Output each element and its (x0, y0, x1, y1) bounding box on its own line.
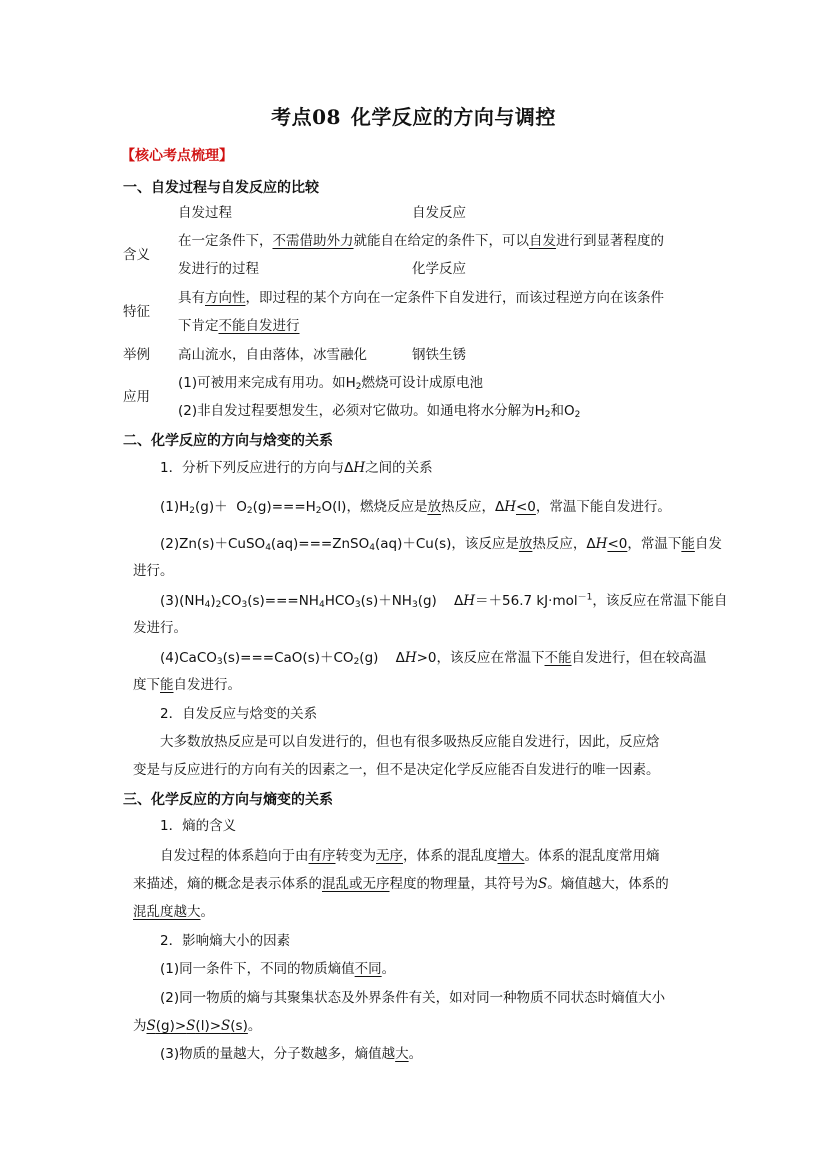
example-reaction: 钢铁生锈 (412, 347, 466, 363)
use-label: 应用 (123, 389, 150, 405)
entropy-line-1: 自发过程的体系趋向于由有序转变为无序，体系的混乱度增大。体系的混乱度常用熵 (160, 848, 660, 864)
col-reaction: 自发反应 (412, 205, 466, 221)
reaction-4-cont: 度下能自发进行。 (133, 677, 241, 693)
title-text: 化学反应的方向与调控 (350, 105, 556, 129)
meaning-process-2: 发进行的过程 (178, 261, 259, 277)
s2-sub1: 1．分析下列反应进行的方向与ΔH之间的关系 (160, 460, 433, 476)
reaction-1: $(1)H_2(g)+ O_2(g)===H_2O(l)$，燃烧反应是放热反应，ΔH<0，常温下能自发进行。 (160, 499, 671, 516)
s3-heading: 三、化学反应的方向与熵变的关系 (123, 792, 333, 808)
factor-2: (2)同一物质的熵与其聚集状态及外界条件有关，如对同一种物质不同状态时熵值大小 (160, 990, 666, 1006)
s2-heading: 二、化学反应的方向与焓变的关系 (123, 433, 333, 449)
feature-line-2: 下肯定不能自发进行 (178, 318, 300, 334)
section-label: 【核心考点梳理】 (121, 148, 233, 164)
reaction-3-cont: 发进行。 (133, 620, 187, 636)
entropy-line-3: 混乱度越大。 (133, 904, 214, 920)
feature-line-1: 具有方向性，即过程的某个方向在一定条件下自发进行，而该过程逆方向在该条件 (178, 290, 664, 306)
reaction-2-cont: 进行。 (133, 563, 174, 579)
factor-1: (1)同一条件下，不同的物质熵值不同。 (160, 961, 396, 977)
example-label: 举例 (123, 347, 150, 363)
col-process: 自发过程 (178, 205, 232, 221)
s2-sub2: 2．自发反应与焓变的关系 (160, 706, 318, 722)
s2-para-2: 变是与反应进行的方向有关的因素之一，但不是决定化学反应能否自发进行的唯一因素。 (133, 762, 660, 778)
example-process: 高山流水，自由落体，冰雪融化 (178, 347, 367, 363)
reaction-3: $(3)(NH_4)_2CO_3(s)===NH_4HCO_3(s)+NH_3(g)$ ΔH＝＋56.7 kJ·mol$^{-1}$，该反应在常温下能自 (160, 592, 728, 610)
entropy-line-2: 来描述，熵的概念是表示体系的混乱或无序程度的物理量，其符号为S。熵值越大，体系的 (133, 876, 669, 892)
reaction-4: $(4)CaCO_3(s)===CaO(s)+CO_2(g)$ ΔH>0，该反应在常温下不能自发进行，但在较高温 (160, 650, 707, 667)
s3-sub2: 2．影响熵大小的因素 (160, 933, 291, 949)
page-title (0, 101, 827, 130)
use-line-1: (1)可被用来完成有用功。如$H_2$燃烧可设计成原电池 (178, 375, 484, 392)
s3-sub1: 1．熵的含义 (160, 818, 237, 834)
meaning-reaction-2: 化学反应 (412, 261, 466, 277)
title-code: 考点08 (271, 105, 341, 129)
use-line-2: (2)非自发过程要想发生，必须对它做功。如通电将水分解为$H_2$和$O_2$ (178, 403, 581, 420)
factor-3: (3)物质的量越大，分子数越多，熵值越大。 (160, 1046, 423, 1062)
s2-para-1: 大多数放热反应是可以自发进行的，但也有很多吸热反应能自发进行，因此，反应焓 (160, 734, 660, 750)
meaning-label: 含义 (123, 247, 150, 263)
meaning-line-1: 在一定条件下，不需借助外力就能自在给定的条件下，可以自发进行到显著程度的 (178, 233, 664, 249)
feature-label: 特征 (123, 304, 150, 320)
factor-2-cont: 为S(g)>S(l)>S(s)。 (133, 1018, 262, 1034)
s1-heading: 一、自发过程与自发反应的比较 (123, 180, 319, 196)
reaction-2: (2)Zn(s)＋CuSO$_4$(aq)===ZnSO$_4$(aq)＋Cu(s)，该反应是放热反应，ΔH<0，常温下能自发 (160, 536, 722, 553)
